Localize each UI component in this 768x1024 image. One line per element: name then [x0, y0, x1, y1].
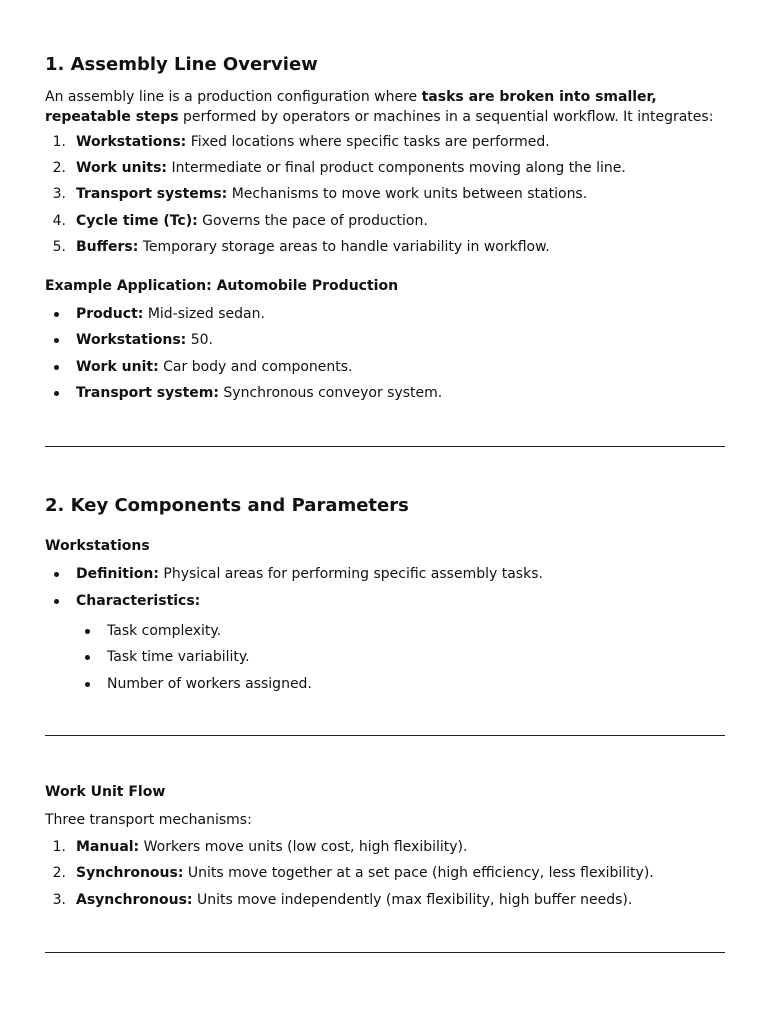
workstations-heading: Workstations: [45, 538, 150, 554]
list-term: Asynchronous:: [76, 892, 193, 908]
intro-text-bold: tasks are broken into smaller, repeatable steps: [45, 89, 657, 125]
bullet-term: Workstations:: [76, 332, 187, 348]
bullet-term: Transport system:: [76, 385, 219, 401]
list-description: Fixed locations where specific tasks are performed.: [186, 134, 550, 150]
list-description: Units move independently (max flexibility, high buffer needs).: [192, 892, 633, 908]
list-description: Workers move units (low cost, high flexibility).: [139, 839, 468, 855]
list-description: Units move together at a set pace (high efficiency, less flexibility).: [183, 865, 654, 881]
bullet-description: Physical areas for performing specific assembly tasks.: [158, 566, 543, 582]
bullet-dot: [54, 312, 59, 317]
list-number: 2.: [52, 160, 66, 176]
intro-text-start: An assembly line is a production configuration where: [45, 89, 422, 105]
list-number: 4.: [52, 213, 66, 229]
intro-text-end: performed by operators or machines in a sequential workflow. It integrates:: [178, 109, 714, 125]
bullet-dot: [54, 338, 59, 343]
list-term: Transport systems:: [76, 186, 228, 202]
bullet-description: Mid-sized sedan.: [143, 306, 265, 322]
section-1-heading: 1. Assembly Line Overview: [45, 54, 318, 75]
section-1-intro: [45, 87, 725, 127]
list-number: 3.: [52, 186, 66, 202]
list-term: Work units:: [76, 160, 168, 176]
bullet-dot: [85, 655, 90, 660]
sub-bullet-text: Number of workers assigned.: [107, 676, 312, 692]
bullet-description: Car body and components.: [158, 359, 353, 375]
bullet-dot: [85, 682, 90, 687]
list-number: 5.: [52, 239, 66, 255]
bullet-term: Work unit:: [76, 359, 159, 375]
bullet-term: Definition:: [76, 566, 159, 582]
list-term: Manual:: [76, 839, 140, 855]
bullet-dot: [54, 572, 59, 577]
work-unit-flow-intro: Three transport mechanisms:: [45, 812, 252, 828]
sub-bullet-text: Task complexity.: [107, 623, 222, 639]
list-term: Buffers:: [76, 239, 139, 255]
sub-bullet-text: Task time variability.: [107, 649, 250, 665]
list-description: Governs the pace of production.: [197, 213, 428, 229]
bullet-dot: [54, 391, 59, 396]
example-heading: Example Application: Automobile Production: [45, 278, 399, 294]
bullet-description: Synchronous conveyor system.: [218, 385, 443, 401]
bullet-term: Characteristics:: [76, 593, 201, 609]
list-description: Mechanisms to move work units between stations.: [227, 186, 588, 202]
work-unit-flow-heading: Work Unit Flow: [45, 784, 166, 800]
section-2-heading: 2. Key Components and Parameters: [45, 495, 409, 516]
list-description: Intermediate or final product components moving along the line.: [167, 160, 626, 176]
section-divider: [45, 446, 725, 447]
bullet-term: Product:: [76, 306, 144, 322]
list-term: Workstations:: [76, 134, 187, 150]
bullet-dot: [54, 365, 59, 370]
list-description: Temporary storage areas to handle variability in workflow.: [138, 239, 550, 255]
list-number: 1.: [52, 839, 66, 855]
section-divider: [45, 735, 725, 736]
bullet-description: 50.: [186, 332, 213, 348]
list-term: Cycle time (Tc):: [76, 213, 198, 229]
list-number: 3.: [52, 892, 66, 908]
list-number: 1.: [52, 134, 66, 150]
section-divider: [45, 952, 725, 953]
bullet-dot: [54, 599, 59, 604]
bullet-dot: [85, 629, 90, 634]
list-number: 2.: [52, 865, 66, 881]
list-term: Synchronous:: [76, 865, 184, 881]
